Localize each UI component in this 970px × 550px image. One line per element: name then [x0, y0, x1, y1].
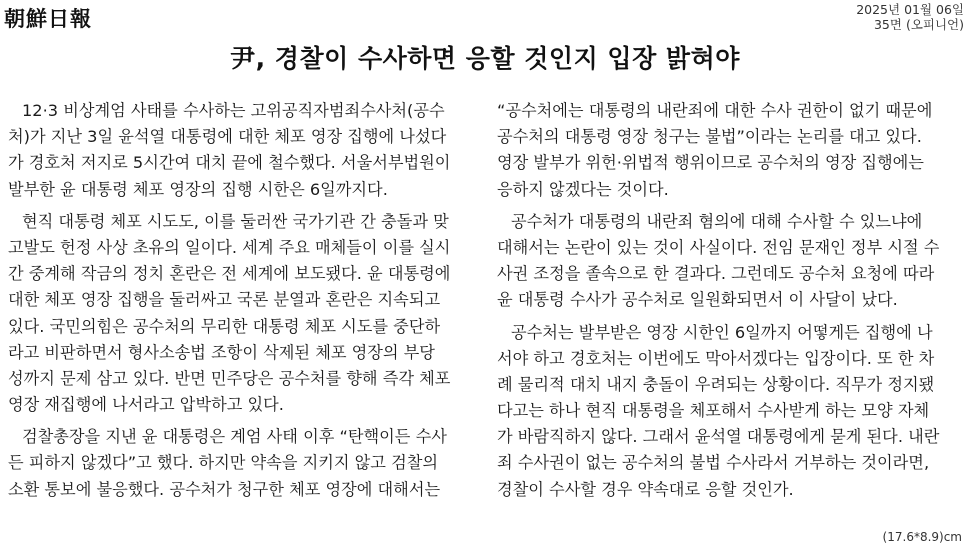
paragraph: [8, 209, 482, 419]
text-line: 례 물리적 대치 내지 충돌이 우려되는 상황이다. 직무가 정지됐: [497, 374, 935, 394]
article-column-left: [8, 98, 482, 503]
text-line: 죄 수사권이 없는 공수처의 불법 수사라서 거부하는 것이라면,: [497, 453, 930, 473]
paragraph: [8, 424, 482, 503]
text-line: 성까지 문제 삼고 있다. 반면 민주당은 공수처를 향해 즉각 체포: [8, 368, 451, 388]
paragraph: [497, 209, 962, 314]
issue-date: 2025년 01월 06일: [856, 2, 964, 17]
text-line: 가 경호처 저지로 5시간여 대치 끝에 철수했다. 서울서부법원이: [8, 153, 451, 173]
text-line: 든 피하지 않겠다”고 했다. 하지만 약속을 지키지 않고 검찰의: [8, 453, 438, 473]
text-line: 사권 조정을 졸속으로 한 결과다. 그런데도 공수처 요청에 따라: [497, 264, 935, 284]
newspaper-logo: 朝鮮日報: [4, 6, 92, 31]
text-line: 발부한 윤 대통령 체포 영장의 집행 시한은 6일까지다.: [8, 179, 388, 199]
article-size-note: (17.6*8.9)cm: [882, 530, 962, 544]
text-line: 공수처가 대통령의 내란죄 혐의에 대해 수사할 수 있느냐에: [511, 211, 923, 231]
text-line: 영장 발부가 위헌·위법적 행위이므로 공수처의 영장 집행에는: [497, 153, 924, 173]
article-column-right: [497, 98, 962, 503]
text-line: 대한 체포 영장 집행을 둘러싸고 국론 분열과 혼란은 지속되고: [8, 290, 441, 310]
text-line: 영장 재집행에 나서라고 압박하고 있다.: [8, 395, 284, 415]
issue-page: 35면 (오피니언): [873, 17, 964, 32]
text-line: 대해서는 논란이 있는 것이 사실이다. 전임 문재인 정부 시절 수: [497, 237, 940, 257]
paragraph: [497, 98, 962, 203]
text-line: 라고 비판하면서 형사소송법 조항이 삭제된 체포 영장의 부당: [8, 342, 435, 362]
page-header: [0, 0, 970, 30]
text-line: 다고는 하나 현직 대통령을 체포해서 수사받게 하는 모양 자체: [497, 401, 930, 421]
text-line: 있다. 국민의힘은 공수처의 무리한 대통령 체포 시도를 중단하: [8, 316, 441, 336]
text-line: 처)가 지난 3일 윤석열 대통령에 대한 체포 영장 집행에 나섰다: [8, 127, 447, 147]
text-line: 서야 하고 경호처는 이번에도 막아서겠다는 입장이다. 또 한 차: [497, 348, 935, 368]
text-line: 고발도 헌정 사상 초유의 일이다. 세계 주요 매체들이 이를 실시: [8, 237, 451, 257]
paragraph: [497, 320, 962, 503]
text-line: 검찰총장을 지낸 윤 대통령은 계엄 사태 이후 “탄핵이든 수사: [22, 427, 447, 447]
text-line: “공수처에는 대통령의 내란죄에 대한 수사 권한이 없기 때문에: [497, 101, 933, 120]
text-line: 현직 대통령 체포 시도도, 이를 둘러싼 국가기관 간 충돌과 맞: [22, 211, 449, 231]
paragraph: [8, 98, 482, 203]
text-line: 가 바람직하지 않다. 그래서 윤석열 대통령에게 묻게 된다. 내란: [497, 427, 940, 447]
text-line: 경찰이 수사할 경우 약속대로 응할 것인가.: [497, 479, 794, 499]
editorial-headline: 尹, 경찰이 수사하면 응할 것인지 입장 밝혀야: [230, 44, 740, 73]
issue-meta: [856, 2, 964, 32]
text-line: 소환 통보에 불응했다. 공수처가 청구한 체포 영장에 대해서는: [8, 479, 441, 499]
text-line: 응하지 않겠다는 것이다.: [497, 179, 669, 199]
text-line: 간 중계해 작금의 정치 혼란은 전 세계에 보도됐다. 윤 대통령에: [8, 264, 451, 284]
text-line: 12·3 비상계엄 사태를 수사하는 고위공직자범죄수사처(공수: [22, 101, 445, 120]
text-line: 공수처의 대통령 영장 청구는 불법”이라는 논리를 대고 있다.: [497, 127, 922, 147]
text-line: 공수처는 발부받은 영장 시한인 6일까지 어떻게든 집행에 나: [511, 322, 933, 342]
text-line: 윤 대통령 수사가 공수처로 일원화되면서 이 사달이 났다.: [497, 290, 898, 310]
